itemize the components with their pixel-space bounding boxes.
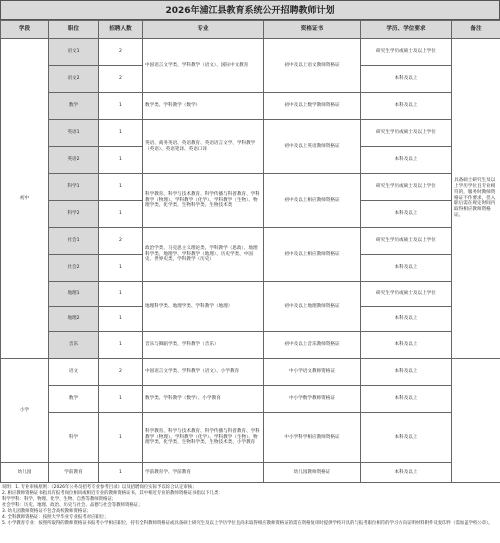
position-cell: 科学2 bbox=[49, 201, 99, 228]
major-cell: 英语、商务英语、英语教育、英语语言文学、学科教学（英语）、英语笔译、英语口译 bbox=[143, 120, 264, 174]
header-count: 招聘人数 bbox=[99, 21, 143, 39]
table-row bbox=[1, 332, 500, 359]
cert-cell: 幼儿园教师资格证 bbox=[264, 463, 361, 483]
position-cell: 社会2 bbox=[49, 255, 99, 282]
edu-cell: 本科及以上 bbox=[361, 332, 452, 359]
table-row bbox=[1, 228, 500, 255]
table-row bbox=[1, 93, 500, 120]
edu-cell: 本科及以上 bbox=[361, 93, 452, 120]
count-cell: 1 bbox=[99, 282, 143, 307]
major-cell: 政治学类、马克思主义理论类、学科教学（思政）、地理科学类、地理学、学科教学（地理）、历史学类、中国史、世界史类、学科教学（历史） bbox=[143, 228, 264, 282]
position-cell: 英语2 bbox=[49, 147, 99, 174]
count-cell: 1 bbox=[99, 201, 143, 228]
remark-cell: 具备硕士研究生及以上学历学位且专业相符的，服务时教师资格证不作要求，但入职后需在规定时间内取得相应教师资格证。 bbox=[452, 39, 500, 359]
edu-cell: 本科及以上 bbox=[361, 201, 452, 228]
cert-cell: 中小学数学教师资格证 bbox=[264, 386, 361, 413]
stage-cell-junior: 初中 bbox=[1, 39, 49, 359]
cert-cell: 初中及以上英语教师资格证 bbox=[264, 120, 361, 174]
major-cell: 科学教育、科学与技术教育、科学传播与科普教育、学科教学（物理）、学科教学（化学）、学科教学（生物）、物理学类、化学类、生物科学类、生物技术类、小学教育 bbox=[143, 413, 264, 463]
cert-cell: 初中及以上音乐教师资格证 bbox=[264, 332, 361, 359]
count-cell: 1 bbox=[99, 463, 143, 483]
cert-cell: 中小学科学相应教师资格证 bbox=[264, 413, 361, 463]
major-cell: 中国语言文学类、学科教学（语文）、小学教育 bbox=[143, 359, 264, 386]
position-cell: 地理1 bbox=[49, 282, 99, 307]
footnotes bbox=[0, 485, 500, 527]
edu-cell: 本科及以上 bbox=[361, 255, 452, 282]
position-cell: 数学 bbox=[49, 386, 99, 413]
count-cell: 1 bbox=[99, 386, 143, 413]
count-cell: 1 bbox=[99, 120, 143, 147]
major-cell: 学前教育学、学前教育 bbox=[143, 463, 264, 483]
table-row bbox=[1, 386, 500, 413]
table-row bbox=[1, 463, 500, 483]
major-cell: 音乐与舞蹈学类、学科教学（音乐） bbox=[143, 332, 264, 359]
edu-cell: 本科及以上 bbox=[361, 359, 452, 386]
edu-cell: 本科及以上 bbox=[361, 386, 452, 413]
cert-cell: 初中及以上相应教师资格证 bbox=[264, 174, 361, 228]
cert-cell: 初中及以上地理教师资格证 bbox=[264, 282, 361, 332]
cert-cell: 初中及以上语文教师资格证 bbox=[264, 39, 361, 93]
stage-cell-primary: 小学 bbox=[1, 359, 49, 463]
position-cell: 语文1 bbox=[49, 39, 99, 66]
header-stage: 学段 bbox=[1, 21, 49, 39]
table-row bbox=[1, 413, 500, 463]
position-cell: 地理2 bbox=[49, 307, 99, 332]
footnote-line: 2. 相应教师资格证书指具有报考岗位相同或相近专业的教师资格证书，其中相近专业的教师资格证书指以下几类： bbox=[2, 490, 223, 496]
major-cell: 数学类、学科教学（数学） bbox=[143, 93, 264, 120]
table-row bbox=[1, 174, 500, 201]
position-cell: 学前教育 bbox=[49, 463, 99, 483]
footnote-line: 科学学科：科学、物理、化学、生物、自然等教师资格证； bbox=[2, 496, 117, 502]
table-header-row bbox=[1, 21, 500, 39]
page-title: 2026年浦江县教育系统公开招聘教师计划 bbox=[0, 0, 500, 20]
position-cell: 科学1 bbox=[49, 174, 99, 201]
count-cell: 1 bbox=[99, 307, 143, 332]
edu-cell: 本科及以上 bbox=[361, 307, 452, 332]
stage-cell-kinder: 幼儿园 bbox=[1, 463, 49, 483]
footnote-line: 社会学科：历史、地理、政治、历史与社会、品德与社会等教师资格证； bbox=[2, 502, 143, 508]
cert-cell: 中小学语文教师资格证 bbox=[264, 359, 361, 386]
edu-cell: 本科及以上 bbox=[361, 66, 452, 93]
edu-cell: 本科及以上 bbox=[361, 147, 452, 174]
recruitment-table bbox=[0, 20, 500, 483]
remark-empty-cell bbox=[452, 359, 500, 483]
count-cell: 2 bbox=[99, 228, 143, 255]
major-cell: 数学类、学科教学（数学）、小学教育 bbox=[143, 386, 264, 413]
position-cell: 科学 bbox=[49, 413, 99, 463]
position-cell: 英语1 bbox=[49, 120, 99, 147]
edu-cell: 本科及以上 bbox=[361, 463, 452, 483]
header-major: 专业 bbox=[143, 21, 264, 39]
major-cell: 地理科学类、地理学类、学科教学（地理） bbox=[143, 282, 264, 332]
edu-cell: 研究生学历或硕士及以上学位 bbox=[361, 120, 452, 147]
count-cell: 1 bbox=[99, 332, 143, 359]
major-cell: 中国语言文学类、学科教学（语文）、国际中文教育 bbox=[143, 39, 264, 93]
edu-cell: 研究生学历或硕士及以上学位 bbox=[361, 174, 452, 201]
edu-cell: 研究生学历或硕士及以上学位 bbox=[361, 228, 452, 255]
edu-cell: 研究生学历或硕士及以上学位 bbox=[361, 282, 452, 307]
table-row bbox=[1, 120, 500, 147]
position-cell: 社会1 bbox=[49, 228, 99, 255]
count-cell: 2 bbox=[99, 39, 143, 66]
edu-cell: 研究生学历或硕士及以上学位 bbox=[361, 39, 452, 66]
position-cell: 语文 bbox=[49, 359, 99, 386]
header-education: 学历、学位要求 bbox=[361, 21, 452, 39]
table-row bbox=[1, 39, 500, 66]
count-cell: 2 bbox=[99, 66, 143, 93]
edu-cell: 本科及以上 bbox=[361, 413, 452, 463]
count-cell: 1 bbox=[99, 255, 143, 282]
count-cell: 2 bbox=[99, 359, 143, 386]
header-cert: 资格证书 bbox=[264, 21, 361, 39]
count-cell: 1 bbox=[99, 174, 143, 201]
table-row bbox=[1, 282, 500, 307]
count-cell: 1 bbox=[99, 413, 143, 463]
footnote-line: 5. 小学教育专业：按照所取得的教师资格证书报考小学相应职位，持有全科教师资格证或具备硕士研究生及以上学历学位且尚未取得相应教师资格证的需在资格复审时提供学校开具的与报考职位相符的学习方向证明材料附件及复印件（需加盖学校公章）。 bbox=[2, 520, 493, 526]
header-remark: 备注 bbox=[452, 21, 500, 39]
count-cell: 1 bbox=[99, 147, 143, 174]
header-position: 职位 bbox=[49, 21, 99, 39]
position-cell: 语文2 bbox=[49, 66, 99, 93]
table-row bbox=[1, 359, 500, 386]
cert-cell: 初中及以上相应教师资格证 bbox=[264, 228, 361, 282]
major-cell: 科学教育、科学与技术教育、科学传播与科普教育、学科教学（物理）、学科教学（化学）、学科教学（生物）、物理学类、化学类、生物科学类、生物技术类 bbox=[143, 174, 264, 228]
footnote-line: 4. 全科教师资格证：按照大学毕业专业报考对应职位； bbox=[2, 514, 109, 520]
cert-cell: 初中及以上数学教师资格证 bbox=[264, 93, 361, 120]
position-cell: 音乐 bbox=[49, 332, 99, 359]
footnote-line: 3. 幼儿园教师资格证不包含高校教师资格证； bbox=[2, 508, 92, 514]
count-cell: 1 bbox=[99, 93, 143, 120]
footnote-line: 说明：1. 专业审核原则：《2026年公务员招考专业参考目录》以及招聘岗位实际予以综合认定审核； bbox=[2, 485, 197, 490]
position-cell: 数学 bbox=[49, 93, 99, 120]
